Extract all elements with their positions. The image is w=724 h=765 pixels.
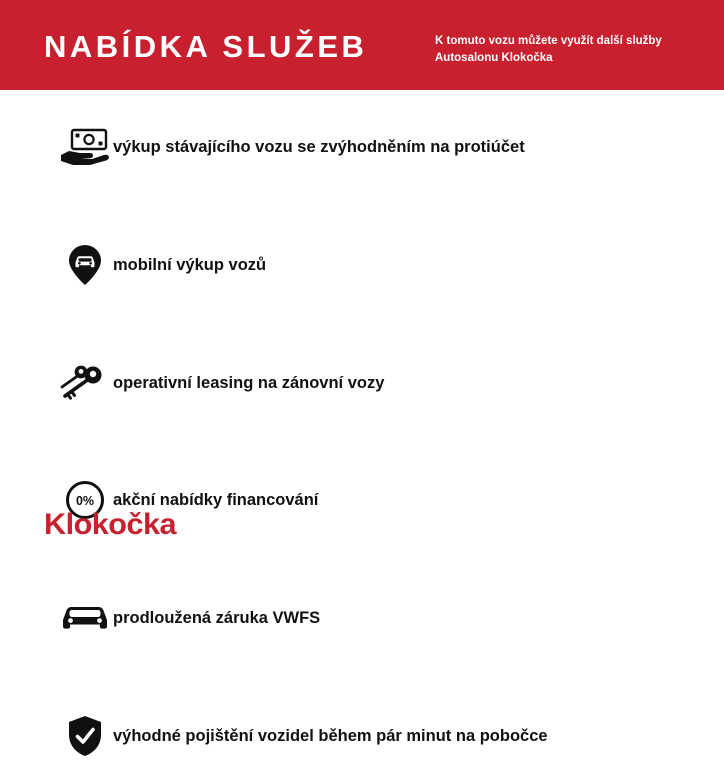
shield-check-icon	[58, 714, 112, 758]
header-subtitle-line1: K tomuto vozu můžete využít další služby	[435, 35, 662, 47]
list-item-label: výhodné pojištění vozidel během pár minut na pobočce	[113, 727, 548, 745]
list-item-label: prodloužená záruka VWFS	[113, 609, 321, 627]
list-item	[0, 354, 724, 412]
header-banner	[0, 0, 724, 90]
list-item-label: akční nabídky financování	[113, 491, 319, 509]
list-item	[0, 707, 724, 765]
list-item-label: mobilní výkup vozů	[113, 256, 267, 274]
header-subtitle	[435, 33, 705, 67]
list-item	[0, 236, 724, 294]
klokocka-logo: Klokočka	[44, 508, 176, 541]
keys-icon	[58, 361, 112, 405]
list-item	[0, 118, 724, 176]
cash-hand-icon	[58, 125, 112, 169]
header-subtitle-line2: Autosalonu Klokočka	[435, 52, 553, 64]
car-front-icon	[58, 596, 112, 640]
list-item-label: výkup stávajícího vozu se zvýhodněním na protiúčet	[113, 138, 525, 156]
svg-text:0%: 0%	[75, 494, 95, 508]
car-location-pin-icon	[58, 243, 112, 287]
list-item-label: operativní leasing na zánovní vozy	[113, 374, 385, 392]
list-item	[0, 589, 724, 647]
page-title: NABÍDKA SLUŽEB	[44, 29, 368, 64]
footer	[0, 488, 724, 560]
